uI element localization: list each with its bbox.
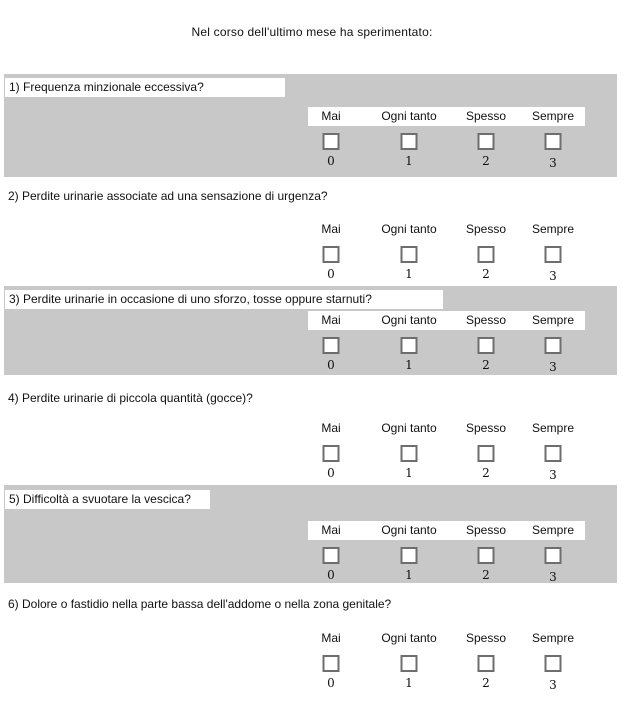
question-6-options bbox=[308, 629, 585, 693]
q4-spesso-checkbox[interactable] bbox=[478, 445, 495, 462]
option-label-ogni-tanto: Ogni tanto bbox=[381, 313, 437, 327]
question-4-options bbox=[308, 419, 585, 483]
score-label-3: 3 bbox=[549, 570, 557, 584]
score-label-2: 2 bbox=[482, 358, 490, 372]
option-label-spesso: Spesso bbox=[465, 631, 507, 645]
q1-mai-checkbox[interactable] bbox=[323, 133, 340, 150]
page-title: Nel corso dell'ultimo mese ha sperimentato: bbox=[191, 25, 433, 39]
option-label-ogni-tanto: Ogni tanto bbox=[381, 631, 437, 645]
option-label-spesso: Spesso bbox=[465, 313, 507, 327]
option-label-mai: Mai bbox=[321, 109, 341, 123]
option-label-ogni-tanto: Ogni tanto bbox=[381, 222, 437, 236]
q4-mai-checkbox[interactable] bbox=[323, 445, 340, 462]
q2-spesso-checkbox[interactable] bbox=[478, 246, 495, 263]
q6-ogni-tanto-checkbox[interactable] bbox=[401, 655, 418, 672]
score-label-0: 0 bbox=[327, 358, 335, 372]
option-label-spesso: Spesso bbox=[465, 523, 507, 537]
question-3-text: 3) Perdite urinarie in occasione di uno sforzo, tosse oppure starnuti? bbox=[5, 290, 443, 309]
score-label-0: 0 bbox=[327, 466, 335, 480]
option-label-sempre: Sempre bbox=[531, 109, 575, 123]
question-6-text: 6) Dolore o fastidio nella parte bassa dell'addome o nella zona genitale? bbox=[8, 597, 392, 611]
option-label-spesso: Spesso bbox=[465, 222, 507, 236]
option-label-mai: Mai bbox=[321, 222, 341, 236]
score-label-0: 0 bbox=[327, 568, 335, 582]
option-label-ogni-tanto: Ogni tanto bbox=[381, 109, 437, 123]
score-label-0: 0 bbox=[327, 154, 335, 168]
score-label-1: 1 bbox=[405, 358, 413, 372]
option-label-mai: Mai bbox=[321, 523, 341, 537]
score-label-3: 3 bbox=[549, 678, 557, 692]
q6-mai-checkbox[interactable] bbox=[323, 655, 340, 672]
score-label-0: 0 bbox=[327, 676, 335, 690]
q1-spesso-checkbox[interactable] bbox=[478, 133, 495, 150]
question-2-options bbox=[308, 220, 585, 284]
option-label-spesso: Spesso bbox=[465, 421, 507, 435]
score-label-1: 1 bbox=[405, 466, 413, 480]
score-label-2: 2 bbox=[482, 267, 490, 281]
q2-sempre-checkbox[interactable] bbox=[545, 246, 562, 263]
question-5-options bbox=[308, 521, 585, 585]
score-label-1: 1 bbox=[405, 676, 413, 690]
question-5-text: 5) Difficoltà a svuotare la vescica? bbox=[5, 490, 210, 509]
score-label-2: 2 bbox=[482, 568, 490, 582]
score-label-1: 1 bbox=[405, 568, 413, 582]
option-label-sempre: Sempre bbox=[531, 313, 575, 327]
q4-ogni-tanto-checkbox[interactable] bbox=[401, 445, 418, 462]
score-label-1: 1 bbox=[405, 267, 413, 281]
option-label-mai: Mai bbox=[321, 421, 341, 435]
question-2-text: 2) Perdite urinarie associate ad una sensazione di urgenza? bbox=[8, 189, 328, 203]
option-label-spesso: Spesso bbox=[465, 109, 507, 123]
option-label-mai: Mai bbox=[321, 631, 341, 645]
q4-sempre-checkbox[interactable] bbox=[545, 445, 562, 462]
score-label-2: 2 bbox=[482, 466, 490, 480]
q6-sempre-checkbox[interactable] bbox=[545, 655, 562, 672]
q3-ogni-tanto-checkbox[interactable] bbox=[401, 337, 418, 354]
q3-mai-checkbox[interactable] bbox=[323, 337, 340, 354]
q5-mai-checkbox[interactable] bbox=[323, 547, 340, 564]
q3-spesso-checkbox[interactable] bbox=[478, 337, 495, 354]
question-1-options bbox=[308, 107, 585, 171]
option-label-sempre: Sempre bbox=[531, 421, 575, 435]
option-label-ogni-tanto: Ogni tanto bbox=[381, 421, 437, 435]
score-label-3: 3 bbox=[549, 269, 557, 283]
q2-ogni-tanto-checkbox[interactable] bbox=[401, 246, 418, 263]
option-label-mai: Mai bbox=[321, 313, 341, 327]
score-label-1: 1 bbox=[405, 154, 413, 168]
q3-sempre-checkbox[interactable] bbox=[545, 337, 562, 354]
q5-ogni-tanto-checkbox[interactable] bbox=[401, 547, 418, 564]
q1-ogni-tanto-checkbox[interactable] bbox=[401, 133, 418, 150]
question-1-text: 1) Frequenza minzionale eccessiva? bbox=[5, 78, 285, 97]
score-label-0: 0 bbox=[327, 267, 335, 281]
q6-spesso-checkbox[interactable] bbox=[478, 655, 495, 672]
q5-sempre-checkbox[interactable] bbox=[545, 547, 562, 564]
q1-sempre-checkbox[interactable] bbox=[545, 133, 562, 150]
score-label-3: 3 bbox=[549, 156, 557, 170]
question-3-options bbox=[308, 311, 585, 375]
option-label-sempre: Sempre bbox=[531, 523, 575, 537]
option-label-ogni-tanto: Ogni tanto bbox=[381, 523, 437, 537]
q5-spesso-checkbox[interactable] bbox=[478, 547, 495, 564]
option-label-sempre: Sempre bbox=[531, 222, 575, 236]
option-label-sempre: Sempre bbox=[531, 631, 575, 645]
question-4-text: 4) Perdite urinarie di piccola quantità (gocce)? bbox=[8, 391, 253, 405]
score-label-2: 2 bbox=[482, 676, 490, 690]
q2-mai-checkbox[interactable] bbox=[323, 246, 340, 263]
score-label-3: 3 bbox=[549, 468, 557, 482]
score-label-3: 3 bbox=[549, 360, 557, 374]
score-label-2: 2 bbox=[482, 154, 490, 168]
